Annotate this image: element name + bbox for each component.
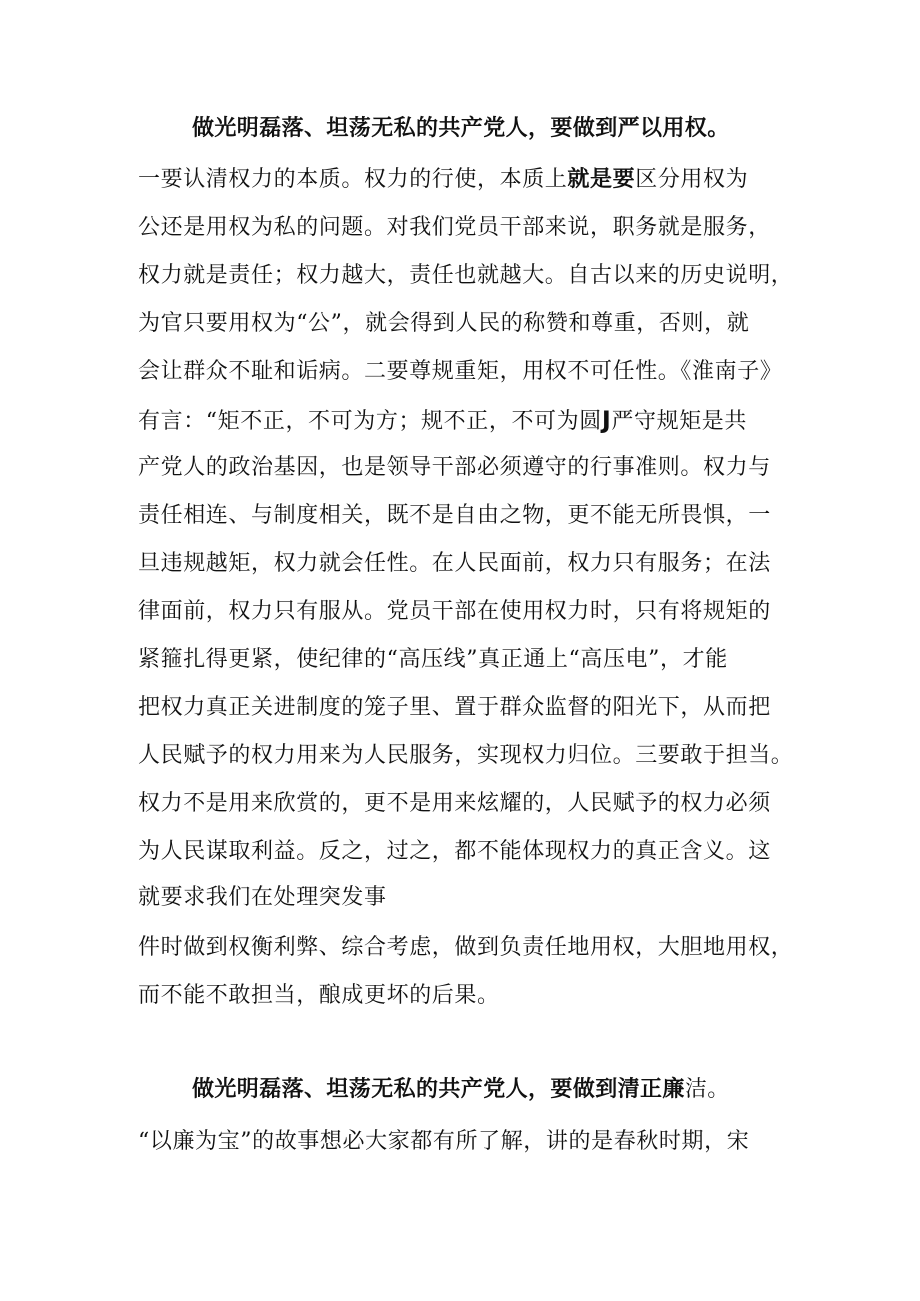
paragraph-line-14: 权力不是用来欣赏的，更不是用来炫耀的，人民赋予的权力必须 [138, 791, 771, 816]
text-run: 区分用权为 [635, 167, 749, 192]
text-run: 严守规矩是共 [611, 409, 747, 434]
text-run: 有言：“矩不正，不可为方；规不正，不可为圆 [138, 409, 602, 434]
section2-heading [192, 1075, 792, 1105]
emphasized-text: 就是要 [567, 167, 636, 192]
section1-heading: 做光明磊落、坦荡无私的共产党人，要做到严以用权。 [192, 116, 730, 141]
heading-text: 做光明磊落、坦荡无私的共产党人，要做到清正廉 [192, 1077, 685, 1102]
paragraph-line-13: 人民赋予的权力用来为人民服务，实现权力归位。三要敢于担当。 [138, 743, 794, 768]
paragraph-line-9: 旦违规越矩，权力就会任性。在人民面前，权力只有服务；在法 [138, 551, 771, 576]
paragraph-line-12: 把权力真正关进制度的笼子里、置于群众监督的阳光下，从而把 [138, 695, 771, 720]
paragraph-line-5: 会让群众不耻和诟病。二要尊规重矩，用权不可任性。《淮南子》 [138, 359, 783, 384]
paragraph-line-7: 产党人的政治基因，也是领导干部必须遵守的行事准则。权力与 [138, 455, 771, 480]
heading-tail-text: 洁。 [684, 1077, 730, 1102]
paragraph-line-6 [138, 406, 798, 434]
paragraph-line-1 [138, 166, 798, 194]
paragraph-line-17: 件时做到权衡利弊、综合考虑，做到负责任地用权，大胆地用权， [138, 935, 794, 960]
text-run: 一要认清权力的本质。权力的行使，本质上 [138, 167, 568, 192]
paragraph-line-11: 紧箍扎得更紧，使纪律的“高压线”真正通上“高压电”，才能 [138, 647, 728, 672]
paragraph-line-8: 责任相连、与制度相关，既不是自由之物，更不能无所畏惧，一 [138, 503, 771, 528]
paragraph-line-2: 公还是用权为私的问题。对我们党员干部来说，职务就是服务， [138, 215, 771, 240]
paragraph-line-3: 权力就是责任；权力越大，责任也就越大。自古以来的历史说明， [138, 263, 794, 288]
paragraph-line-4: 为官只要用权为“公”，就会得到人民的称赞和尊重，否则，就 [138, 311, 750, 336]
stray-glyph: J [601, 406, 612, 434]
paragraph-line-16: 就要求我们在处理突发事 [138, 885, 387, 910]
paragraph-line-15: 为人民谋取利益。反之，过之，都不能体现权力的真正含义。这 [138, 839, 771, 864]
paragraph-line-19: “以廉为宝”的故事想必大家都有所了解，讲的是春秋时期，宋 [138, 1129, 750, 1154]
paragraph-line-10: 律面前，权力只有服从。党员干部在使用权力时，只有将规矩的 [138, 599, 771, 624]
paragraph-line-18: 而不能不敢担当，酿成更坏的后果。 [138, 983, 500, 1008]
